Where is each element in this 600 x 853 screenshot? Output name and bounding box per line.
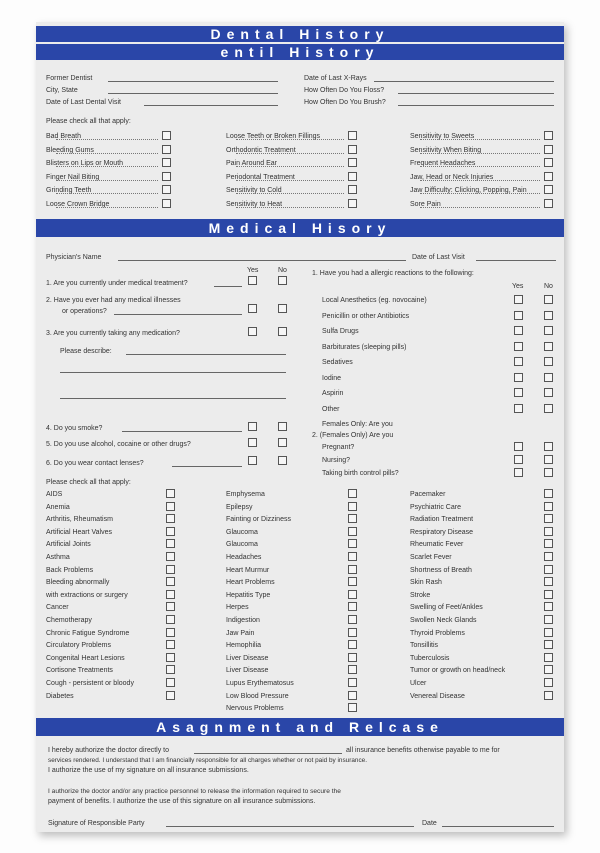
condition-label: Psychiatric Care bbox=[410, 503, 461, 511]
dental-checkbox[interactable] bbox=[544, 185, 553, 194]
dental-checkbox[interactable] bbox=[162, 158, 171, 167]
dental-field-label: Date of Last Dental Visit bbox=[46, 99, 121, 106]
condition-checkbox[interactable] bbox=[166, 678, 175, 687]
condition-label: Low Blood Pressure bbox=[226, 692, 289, 700]
dental-check-leader bbox=[236, 207, 344, 208]
q6-yes-checkbox[interactable] bbox=[248, 456, 257, 465]
condition-label: Ulcer bbox=[410, 680, 427, 687]
condition-label: Arthritis, Rheumatism bbox=[46, 516, 113, 524]
dental-checkbox[interactable] bbox=[544, 172, 553, 181]
dental-checkbox[interactable] bbox=[348, 185, 357, 194]
allergy-yes-checkbox[interactable] bbox=[514, 373, 523, 382]
dental-check-label: Sensitivity to Sweets bbox=[410, 133, 475, 140]
dental-check-leader bbox=[420, 153, 540, 154]
dental-check-leader bbox=[236, 193, 344, 194]
conditions-prompt: Please check all that apply: bbox=[46, 479, 131, 486]
condition-label: Artificial Heart Valves bbox=[46, 528, 113, 536]
condition-label: with extractions or surgery bbox=[46, 591, 128, 599]
condition-label: Liver Disease bbox=[226, 654, 269, 662]
medical-history-header: Medical Hisory bbox=[36, 219, 564, 237]
dental-check-leader bbox=[56, 166, 158, 167]
q1-yes-checkbox[interactable] bbox=[248, 276, 257, 285]
condition-checkbox[interactable] bbox=[166, 577, 175, 586]
q4-line bbox=[122, 431, 242, 432]
condition-checkbox[interactable] bbox=[544, 527, 553, 536]
dental-field-label: How Often Do You Floss? bbox=[304, 87, 385, 94]
women-no-checkbox[interactable] bbox=[544, 455, 553, 464]
women-question-label: Nursing? bbox=[322, 457, 351, 464]
dental-check-label: Frequent Headaches bbox=[410, 160, 476, 167]
describe-line-1[interactable] bbox=[126, 354, 286, 355]
condition-checkbox[interactable] bbox=[544, 565, 553, 574]
dental-field-line[interactable] bbox=[108, 93, 278, 94]
dental-field-line[interactable] bbox=[398, 105, 554, 106]
condition-label: Headaches bbox=[226, 554, 262, 561]
dental-check-label: Sensitivity to Heat bbox=[226, 200, 283, 208]
condition-label: Chronic Fatigue Syndrome bbox=[46, 629, 130, 637]
condition-checkbox[interactable] bbox=[166, 640, 175, 649]
dental-checkbox[interactable] bbox=[162, 145, 171, 154]
condition-label: Anemia bbox=[46, 503, 70, 511]
condition-label: Venereal Disease bbox=[410, 692, 465, 700]
allergy-yes-header: Yes bbox=[512, 283, 524, 290]
condition-label: Thyroid Problems bbox=[410, 629, 465, 637]
condition-checkbox[interactable] bbox=[544, 602, 553, 611]
dental-check-leader bbox=[236, 166, 344, 167]
dental-field-line[interactable] bbox=[374, 81, 554, 82]
dental-check-prompt: Please check all that apply: bbox=[46, 118, 131, 125]
question-illnesses: 2. Have you ever had any medical illnesses bbox=[46, 297, 181, 304]
condition-checkbox[interactable] bbox=[166, 489, 175, 498]
allergy-label: Sulfa Drugs bbox=[322, 328, 359, 335]
condition-checkbox[interactable] bbox=[348, 703, 357, 712]
dental-field-label: Date of Last X-Rays bbox=[304, 75, 367, 82]
dental-history-header: Dental History bbox=[36, 26, 564, 42]
condition-label: Cortisone Treatments bbox=[46, 667, 113, 675]
condition-checkbox[interactable] bbox=[544, 678, 553, 687]
condition-label: Fainting or Dizziness bbox=[226, 516, 291, 524]
condition-label: Liver Disease bbox=[226, 667, 269, 675]
condition-label: Herpes bbox=[226, 604, 249, 612]
women-no-checkbox[interactable] bbox=[544, 442, 553, 451]
dental-field-line[interactable] bbox=[144, 105, 278, 106]
condition-checkbox[interactable] bbox=[544, 539, 553, 548]
dental-check-leader bbox=[56, 139, 158, 140]
dental-check-leader bbox=[56, 207, 158, 208]
date-label: Date bbox=[422, 820, 437, 827]
assignee-field[interactable] bbox=[194, 753, 342, 754]
condition-label: Epilepsy bbox=[226, 503, 253, 511]
q5-no-checkbox[interactable] bbox=[278, 438, 287, 447]
condition-checkbox[interactable] bbox=[348, 514, 357, 523]
dental-check-label: Sensitivity When Biting bbox=[410, 146, 482, 154]
release-text-1: I authorize the doctor and/or any practice personnel to release the information required to secure the bbox=[48, 788, 341, 795]
q2-line bbox=[114, 314, 242, 315]
allergy-yes-checkbox[interactable] bbox=[514, 295, 523, 304]
condition-checkbox[interactable] bbox=[348, 527, 357, 536]
females-question: 2. (Females Only) Are you bbox=[312, 432, 394, 439]
dental-checkbox[interactable] bbox=[162, 172, 171, 181]
dental-checkbox[interactable] bbox=[162, 199, 171, 208]
physician-name-field[interactable] bbox=[118, 260, 406, 261]
condition-checkbox[interactable] bbox=[166, 628, 175, 637]
allergy-label: Iodine bbox=[322, 374, 342, 382]
dental-check-label: Grinding Teeth bbox=[46, 187, 92, 194]
dental-check-leader bbox=[56, 180, 158, 181]
condition-label: Asthma bbox=[46, 554, 70, 561]
condition-checkbox[interactable] bbox=[544, 653, 553, 662]
condition-checkbox[interactable] bbox=[166, 691, 175, 700]
assignment-text-1c: services rendered. I understand that I am financially responsible for all charges whether or not paid by insurance. bbox=[48, 757, 367, 764]
condition-label: Hemophilia bbox=[226, 642, 262, 650]
condition-checkbox[interactable] bbox=[544, 665, 553, 674]
condition-label: Nervous Problems bbox=[226, 705, 284, 713]
condition-checkbox[interactable] bbox=[166, 539, 175, 548]
assignment-text-1b: all insurance benefits otherwise payable to me for bbox=[346, 747, 500, 754]
allergy-yes-checkbox[interactable] bbox=[514, 311, 523, 320]
condition-label: Bleeding abnormally bbox=[46, 579, 110, 587]
condition-label: Lupus Erythematosus bbox=[226, 680, 294, 687]
condition-checkbox[interactable] bbox=[166, 552, 175, 561]
question-contacts: 6. Do you wear contact lenses? bbox=[46, 460, 144, 467]
condition-label: Swelling of Feet/Ankles bbox=[410, 604, 483, 612]
describe-label: Please describe: bbox=[60, 348, 112, 355]
dental-checkbox[interactable] bbox=[348, 172, 357, 181]
assignment-header: Asagnment and Relcase bbox=[36, 718, 564, 736]
allergy-yes-checkbox[interactable] bbox=[514, 388, 523, 397]
condition-label: Shortness of Breath bbox=[410, 566, 472, 574]
dental-check-label: Loose Crown Bridge bbox=[46, 200, 110, 208]
condition-checkbox[interactable] bbox=[348, 565, 357, 574]
dental-checkbox[interactable] bbox=[162, 131, 171, 140]
dental-checkbox[interactable] bbox=[348, 131, 357, 140]
condition-checkbox[interactable] bbox=[348, 640, 357, 649]
question-medication: 3. Are you currently taking any medication? bbox=[46, 330, 180, 337]
condition-checkbox[interactable] bbox=[544, 514, 553, 523]
allergy-label: Aspirin bbox=[322, 390, 344, 397]
question-illnesses-cont: or operations? bbox=[62, 308, 107, 315]
q1-line bbox=[214, 286, 242, 287]
q3-no-checkbox[interactable] bbox=[278, 327, 287, 336]
condition-label: Heart Murmur bbox=[226, 566, 270, 574]
question-alcohol: 5. Do you use alcohol, cocaine or other drugs? bbox=[46, 441, 191, 448]
condition-label: Rheumatic Fever bbox=[410, 541, 464, 549]
no-header: No bbox=[278, 267, 287, 274]
condition-checkbox[interactable] bbox=[544, 628, 553, 637]
condition-label: Tumor or growth on head/neck bbox=[410, 667, 506, 675]
allergy-no-checkbox[interactable] bbox=[544, 326, 553, 335]
dental-field-line[interactable] bbox=[108, 81, 278, 82]
dental-history-subheader: entil History bbox=[36, 44, 564, 60]
dental-check-leader bbox=[56, 153, 158, 154]
dental-checkbox[interactable] bbox=[544, 199, 553, 208]
condition-checkbox[interactable] bbox=[348, 691, 357, 700]
women-question-label: Pregnant? bbox=[322, 444, 355, 451]
condition-label: Respiratory Disease bbox=[410, 528, 474, 536]
condition-label: Radiation Treatment bbox=[410, 516, 474, 524]
allergy-yes-checkbox[interactable] bbox=[514, 357, 523, 366]
allergy-no-checkbox[interactable] bbox=[544, 295, 553, 304]
physician-name-label: Physician's Name bbox=[46, 254, 102, 261]
dental-check-label: Sensitivity to Cold bbox=[226, 187, 282, 194]
dental-check-label: Sore Pain bbox=[410, 200, 441, 208]
condition-checkbox[interactable] bbox=[348, 502, 357, 511]
q4-no-checkbox[interactable] bbox=[278, 422, 287, 431]
condition-label: Heart Problems bbox=[226, 579, 275, 587]
dental-checkbox[interactable] bbox=[348, 145, 357, 154]
dental-check-label: Jaw Difficulty: Clicking, Popping, Pain bbox=[410, 187, 527, 194]
dental-field-line[interactable] bbox=[398, 93, 554, 94]
dental-field-label: How Often Do You Brush? bbox=[304, 99, 386, 106]
describe-line-2[interactable] bbox=[60, 372, 286, 373]
condition-checkbox[interactable] bbox=[544, 691, 553, 700]
allergy-label: Penicillin or other Antibiotics bbox=[322, 312, 410, 320]
condition-label: Stroke bbox=[410, 591, 431, 599]
condition-checkbox[interactable] bbox=[544, 577, 553, 586]
women-no-checkbox[interactable] bbox=[544, 468, 553, 477]
allergy-label: Barbiturates (sleeping pills) bbox=[322, 343, 407, 351]
females-only-label: Females Only: Are you bbox=[322, 421, 393, 428]
condition-label: Congenital Heart Lesions bbox=[46, 654, 125, 662]
allergy-no-checkbox[interactable] bbox=[544, 357, 553, 366]
condition-checkbox[interactable] bbox=[166, 665, 175, 674]
dental-check-leader bbox=[420, 180, 540, 181]
dental-check-label: Loose Teeth or Broken Fillings bbox=[226, 133, 321, 140]
q6-line bbox=[172, 466, 242, 467]
q5-yes-checkbox[interactable] bbox=[248, 438, 257, 447]
condition-checkbox[interactable] bbox=[166, 527, 175, 536]
dental-checkbox[interactable] bbox=[544, 131, 553, 140]
women-yes-checkbox[interactable] bbox=[514, 455, 523, 464]
women-question-label: Taking birth control pills? bbox=[322, 470, 399, 477]
condition-label: Back Problems bbox=[46, 566, 94, 574]
dental-checkbox[interactable] bbox=[544, 158, 553, 167]
dental-field-label: City, State bbox=[46, 87, 78, 94]
allergy-no-header: No bbox=[544, 283, 553, 290]
allergy-label: Local Anesthetics (eg. novocaine) bbox=[322, 297, 427, 304]
allergy-no-checkbox[interactable] bbox=[544, 373, 553, 382]
condition-label: Swollen Neck Glands bbox=[410, 617, 477, 624]
q4-yes-checkbox[interactable] bbox=[248, 422, 257, 431]
dental-check-leader bbox=[420, 193, 540, 194]
condition-checkbox[interactable] bbox=[348, 628, 357, 637]
condition-checkbox[interactable] bbox=[544, 552, 553, 561]
condition-label: Emphysema bbox=[226, 491, 265, 498]
q2-yes-checkbox[interactable] bbox=[248, 304, 257, 313]
dental-check-leader bbox=[56, 193, 158, 194]
assignment-text-1d: I authorize the use of my signature on all insurance submissions. bbox=[48, 767, 249, 774]
signature-label: Signature of Responsible Party bbox=[48, 820, 145, 827]
condition-checkbox[interactable] bbox=[166, 514, 175, 523]
women-yes-checkbox[interactable] bbox=[514, 442, 523, 451]
q3-yes-checkbox[interactable] bbox=[248, 327, 257, 336]
allergy-label: Sedatives bbox=[322, 359, 353, 366]
release-text-2: payment of benefits. I authorize the use of this signature on all insurance submissions. bbox=[48, 798, 316, 805]
condition-label: Hepatitis Type bbox=[226, 591, 271, 599]
dental-check-leader bbox=[420, 166, 540, 167]
condition-checkbox[interactable] bbox=[348, 577, 357, 586]
condition-checkbox[interactable] bbox=[544, 489, 553, 498]
condition-checkbox[interactable] bbox=[166, 590, 175, 599]
condition-label: Diabetes bbox=[46, 692, 74, 700]
allergy-no-checkbox[interactable] bbox=[544, 404, 553, 413]
condition-checkbox[interactable] bbox=[348, 539, 357, 548]
dental-check-label: Orthodontic Treatment bbox=[226, 146, 296, 154]
condition-label: Scarlet Fever bbox=[410, 554, 452, 561]
dental-check-label: Periodontal Treatment bbox=[226, 173, 295, 181]
allergy-no-checkbox[interactable] bbox=[544, 342, 553, 351]
condition-checkbox[interactable] bbox=[544, 502, 553, 511]
q2-no-checkbox[interactable] bbox=[278, 304, 287, 313]
allergy-yes-checkbox[interactable] bbox=[514, 404, 523, 413]
dental-checkbox[interactable] bbox=[162, 185, 171, 194]
condition-label: AIDS bbox=[46, 491, 63, 498]
condition-checkbox[interactable] bbox=[166, 602, 175, 611]
condition-checkbox[interactable] bbox=[348, 653, 357, 662]
signature-field[interactable] bbox=[166, 826, 414, 827]
allergy-label: Other bbox=[322, 405, 340, 413]
condition-checkbox[interactable] bbox=[348, 602, 357, 611]
condition-label: Jaw Pain bbox=[226, 629, 255, 637]
condition-label: Glaucoma bbox=[226, 528, 258, 536]
condition-checkbox[interactable] bbox=[166, 653, 175, 662]
condition-label: Glaucoma bbox=[226, 541, 258, 549]
condition-checkbox[interactable] bbox=[544, 615, 553, 624]
question-smoke: 4. Do you smoke? bbox=[46, 425, 103, 432]
assignment-text-1a: I hereby authorize the doctor directly to bbox=[48, 747, 170, 754]
condition-label: Tonsillitis bbox=[410, 642, 439, 650]
condition-label: Chemotherapy bbox=[46, 617, 92, 624]
dental-check-label: Blisters on Lips or Mouth bbox=[46, 160, 124, 167]
allergy-no-checkbox[interactable] bbox=[544, 311, 553, 320]
condition-checkbox[interactable] bbox=[348, 615, 357, 624]
condition-checkbox[interactable] bbox=[348, 590, 357, 599]
allergy-question: 1. Have you had a allergic reactions to the following: bbox=[312, 270, 474, 277]
dental-checkbox[interactable] bbox=[348, 158, 357, 167]
question-medical-treatment: 1. Are you currently under medical treatment? bbox=[46, 280, 188, 287]
condition-label: Cough - persistent or bloody bbox=[46, 680, 134, 687]
dental-check-label: Pain Around Ear bbox=[226, 160, 277, 167]
condition-label: Circulatory Problems bbox=[46, 642, 111, 650]
dental-check-leader bbox=[420, 139, 540, 140]
condition-label: Artificial Joints bbox=[46, 541, 91, 549]
condition-checkbox[interactable] bbox=[544, 640, 553, 649]
dental-checkbox[interactable] bbox=[544, 145, 553, 154]
last-visit-field[interactable] bbox=[476, 260, 556, 261]
form-page bbox=[36, 22, 564, 832]
dental-field-label: Former Dentist bbox=[46, 75, 93, 82]
q1-no-checkbox[interactable] bbox=[278, 276, 287, 285]
dental-check-label: Bad Breath bbox=[46, 133, 82, 140]
condition-checkbox[interactable] bbox=[348, 678, 357, 687]
condition-label: Skin Rash bbox=[410, 579, 442, 587]
women-yes-checkbox[interactable] bbox=[514, 468, 523, 477]
last-visit-label: Date of Last Visit bbox=[412, 254, 465, 261]
date-field[interactable] bbox=[442, 826, 554, 827]
dental-check-leader bbox=[236, 139, 344, 140]
condition-checkbox[interactable] bbox=[348, 665, 357, 674]
allergy-no-checkbox[interactable] bbox=[544, 388, 553, 397]
dental-check-label: Bleeding Gums bbox=[46, 146, 94, 154]
condition-checkbox[interactable] bbox=[166, 615, 175, 624]
condition-checkbox[interactable] bbox=[166, 502, 175, 511]
condition-label: Cancer bbox=[46, 604, 69, 612]
dental-check-leader bbox=[236, 180, 344, 181]
condition-checkbox[interactable] bbox=[166, 565, 175, 574]
dental-checkbox[interactable] bbox=[348, 199, 357, 208]
allergy-yes-checkbox[interactable] bbox=[514, 326, 523, 335]
dental-check-label: Finger Nail Biting bbox=[46, 173, 100, 181]
condition-checkbox[interactable] bbox=[348, 489, 357, 498]
dental-check-label: Jaw, Head or Neck Injuries bbox=[410, 173, 494, 181]
condition-label: Pacemaker bbox=[410, 491, 446, 498]
allergy-yes-checkbox[interactable] bbox=[514, 342, 523, 351]
condition-label: Tuberculosis bbox=[410, 654, 450, 662]
dental-check-leader bbox=[236, 153, 344, 154]
dental-check-leader bbox=[420, 207, 540, 208]
condition-label: Indigestion bbox=[226, 617, 260, 624]
q6-no-checkbox[interactable] bbox=[278, 456, 287, 465]
condition-checkbox[interactable] bbox=[348, 552, 357, 561]
describe-line-3[interactable] bbox=[60, 398, 286, 399]
yes-header: Yes bbox=[247, 267, 259, 274]
condition-checkbox[interactable] bbox=[544, 590, 553, 599]
